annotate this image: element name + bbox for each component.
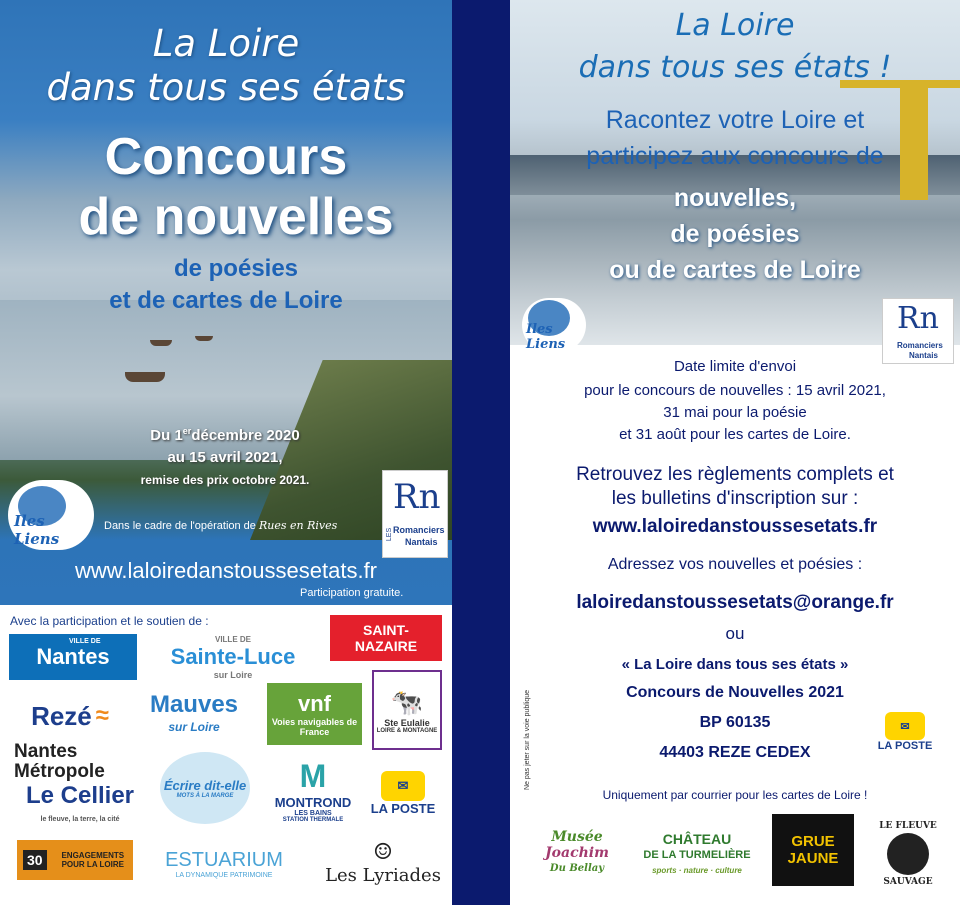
send-instruction: Adressez vos nouvelles et poésies : [607,556,863,573]
ste-eulalie-text: Ste Eulalie [384,717,430,728]
website-url[interactable]: www.laloiredanstoussesetats.fr [74,558,378,583]
engagements-text: ENGAGEMENTS POUR LA LOIRE [61,851,125,869]
right-website-url[interactable]: www.laloiredanstoussesetats.fr [592,516,878,537]
rn-mark-right: Rn [897,301,939,336]
nantes-metro-2: Métropole [14,761,105,782]
rn-les: LES [386,527,394,542]
boat-image [150,340,172,346]
sainte-luce-logo [148,632,318,682]
title-line2: dans tous ses états [46,66,406,109]
engagements-num: 30 [23,850,47,870]
left-flyer [0,0,452,905]
engagements-logo [17,840,133,880]
right-sub-line1: Racontez votre Loire et [605,106,865,134]
mauves-text: Mauves [149,692,239,718]
laposte-text-right: LA POSTE [877,740,933,752]
vnf-text: vnf [298,691,331,716]
laposte-logo-right [874,706,936,758]
lyriades-logo [322,836,444,890]
or-text: ou [725,624,745,643]
montrond-sub2: STATION THERMALE [282,816,344,823]
face-icon: ☺ [373,840,393,865]
deadline-line1: pour le concours de nouvelles : 15 avril 2021, [584,382,886,399]
le-cellier-sub: le fleuve, la terre, la cité [40,816,120,823]
ecrire-dit-elle-logo [160,752,250,824]
iles-liens-logo [8,480,94,550]
frame-text [104,519,337,532]
vnf-logo [267,683,362,745]
sainte-luce-text: Sainte-Luce [170,643,296,669]
estuarium-text: ESTUARIUM [165,849,283,871]
musee-1: Musée [551,829,603,845]
boat-image [195,336,213,341]
iles-liens-text-right: Iles Liens [526,322,566,352]
chateau-turmeliere-logo [640,826,754,884]
montrond-logo [262,748,364,832]
chateau-1: CHÂTEAU [662,831,732,847]
chateau-3: sports · nature · culture [652,866,742,875]
deadline-line2: 31 mai pour la poésie [663,404,807,421]
address-line3: BP 60135 [699,714,771,731]
ste-eulalie-logo [372,670,442,750]
reze-swoosh-icon: ≈ [95,702,109,729]
rn-sub2-right: Nantais [909,351,938,360]
deadline-line3: et 31 août pour les cartes de Loire. [619,426,851,443]
laposte-bird-icon: ✉ [885,712,925,740]
date-rest: décembre 2020 [191,427,300,444]
ecrire-sub: MOTS À LA MARGE [176,792,234,799]
right-poesies: de poésies [670,220,800,248]
cow-icon: 🐄 [390,686,424,717]
grue-jaune-logo [772,814,854,886]
laposte-bird-icon: ✉ [381,771,425,801]
email-address[interactable]: laloiredanstoussesetats@orange.fr [576,592,894,613]
romanciers-nantais-logo-right [882,298,954,364]
musee-3: Du Bellay [549,863,605,874]
estuarium-logo [158,840,290,888]
rn-sub1: Romanciers [393,525,445,535]
sainte-luce-ville: VILLE DE [214,634,251,644]
address-line1: « La Loire dans tous ses états » [621,656,849,673]
saint-nazaire-logo [330,615,442,661]
subheading-cartes: et de cartes de Loire [109,287,343,314]
musee-2: Joachim [545,845,609,861]
grue-2: JAUNE [787,850,839,867]
post-only-note: Uniquement par courrier pour les cartes de Loire ! [602,788,868,802]
date-line2: au 15 avril 2021, [167,449,283,466]
fleuve-sauvage-logo [872,814,944,894]
address-line4: 44403 REZE CEDEX [659,744,811,761]
date-sup: er [182,426,192,436]
sainte-luce-sub: sur Loire [213,669,253,680]
nantes-ville: VILLE DE [69,638,101,645]
center-divider [452,0,510,905]
rules-line1: Retrouvez les règlements complets et [576,464,894,485]
mauves-logo [128,692,260,740]
right-sub-line2: participez aux concours de [586,142,884,170]
date-prefix: Du 1 [150,427,183,444]
right-flyer [510,0,960,905]
address-line2: Concours de Nouvelles 2021 [626,684,844,701]
vertical-notice: Ne pas jeter sur la voie publique [524,689,531,790]
right-cartes: ou de cartes de Loire [609,256,861,284]
le-cellier-logo [20,786,140,830]
iles-liens-text: Iles Liens [14,512,60,548]
saint-nazaire-1: SAINT- [363,622,409,638]
rues-en-rives: Rues en Rives [258,519,338,532]
fleuve-2: SAUVAGE [883,877,933,887]
rn-sub1-right: Romanciers [897,341,943,350]
mauves-sub: sur Loire [168,720,220,734]
montrond-sub: LES BAINS [294,809,332,817]
fleuve-1: LE FLEUVE [879,821,937,831]
musee-du-bellay-logo [532,820,622,886]
nantes-metro-1: Nantes [14,741,78,762]
free-participation: Participation gratuite. [300,587,404,599]
iles-liens-logo-right [522,298,586,352]
laposte-logo-left [367,762,439,824]
saint-nazaire-2: NAZAIRE [354,638,418,654]
concours-heading: Concours [104,128,348,186]
nantes-metropole-logo [14,740,154,784]
sponsors-title: Avec la participation et le soutien de : [10,614,209,628]
dates-block [100,420,350,491]
rules-line2: les bulletins d'inscription sur : [611,488,859,509]
reze-text: Rezé [31,700,92,731]
grue-1: GRUE [791,833,835,850]
deadline-title: Date limite d'envoi [673,358,797,375]
frame-label: Dans le cadre de l'opération de [104,520,256,532]
le-cellier-text: Le Cellier [25,786,135,809]
lyriades-text: Les Lyriades [325,865,441,886]
subheading-poesies: de poésies [173,255,299,282]
poster-top [0,0,452,605]
rn-mark: Rn [393,477,441,517]
ste-eulalie-sub: LOIRE & MONTAGNE [376,727,438,734]
title-line1: La Loire [152,22,300,65]
vnf-sub: Voies navigables de France [271,717,358,737]
right-title-line1: La Loire [675,8,795,43]
rn-sub2: Nantais [405,537,438,547]
estuarium-sub: LA DYNAMIQUE PATRIMOINE [175,872,273,879]
right-title-line2: dans tous ses états ! [578,50,892,85]
ecrire-text: Écrire dit-elle [163,777,247,793]
right-nouvelles: nouvelles, [673,184,797,212]
date-line3: remise des prix octobre 2021. [140,473,310,487]
fleuve-emblem-icon [887,833,929,875]
romanciers-nantais-logo [382,470,448,558]
montrond-m-icon: M [299,757,327,794]
reze-logo [15,696,125,736]
nantes-text: Nantes [36,644,110,669]
nantes-logo [9,634,137,680]
boat-image [125,372,165,382]
laposte-text-left: LA POSTE [370,800,436,816]
chateau-2: DE LA TURMELIÈRE [643,849,751,861]
nouvelles-heading: de nouvelles [78,188,394,246]
montrond-text: MONTROND [274,794,352,810]
